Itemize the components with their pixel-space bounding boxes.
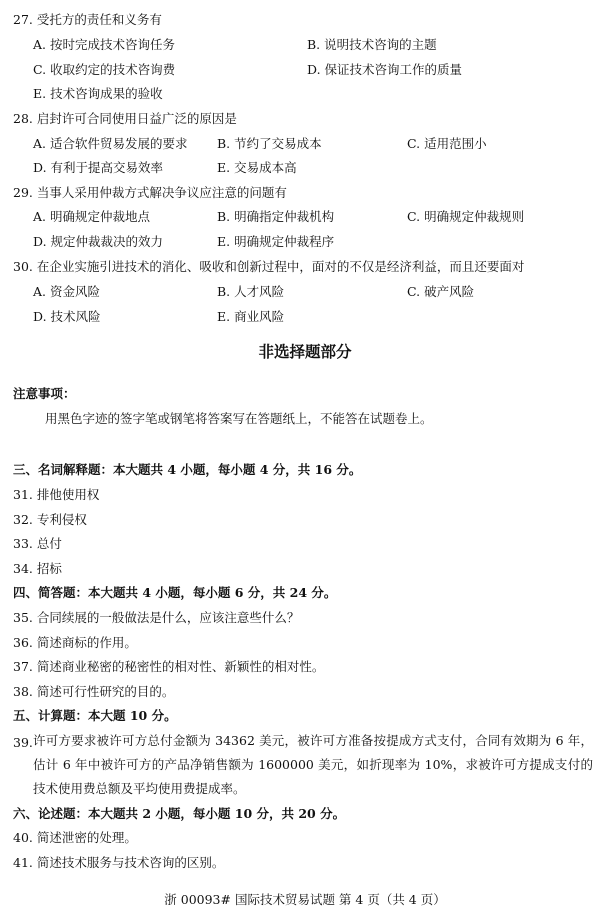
q27-option-e: E. 技术咨询成果的验收 [33,86,163,101]
question-32: 32. 专利侵权 [13,512,87,527]
page-footer: 浙 00093# 国际技术贸易试题 第 4 页（共 4 页） [164,892,446,907]
question-28-stem: 28. 启封许可合同使用日益广泛的原因是 [13,111,237,126]
q30-option-a: A. 资金风险 [33,284,100,299]
question-35: 35. 合同续展的一般做法是什么，应该注意些什么？ [13,610,300,625]
question-30-stem: 30. 在企业实施引进技术的消化、吸收和创新过程中，面对的不仅是经济利益，而且还要面对 [13,259,525,274]
question-39-number: 39. [13,735,33,750]
q30-option-d: D. 技术风险 [33,309,101,324]
notice-heading: 注意事项： [13,386,76,401]
question-40: 40. 简述泄密的处理。 [13,830,137,845]
q29-option-a: A. 明确规定仲裁地点 [33,209,150,224]
question-39-text: 许可方要求被许可方总付金额为 34362 美元，被许可方准备按提成方式支付，合同有效期为 6 年，估计 6 年中被许可方的产品净销售额为 1600000 美元，如折现率为 10%，求被许可方提成支付的技术使用费总额及平均使用费提成率。 [33,733,593,796]
section-6-heading: 六、论述题：本大题共 2 小题，每小题 10 分，共 20 分。 [13,806,346,821]
notice-body: 用黑色字迹的签字笔或钢笔将答案写在答题纸上，不能答在试题卷上。 [45,411,433,426]
q29-option-c: C. 明确规定仲裁规则 [407,209,525,224]
q29-option-d: D. 规定仲裁裁决的效力 [33,234,164,249]
question-27-stem: 27. 受托方的责任和义务有 [13,12,162,27]
q27-option-c: C. 收取约定的技术咨询费 [33,62,176,77]
section-4-heading: 四、简答题：本大题共 4 小题，每小题 6 分，共 24 分。 [13,585,337,600]
q28-option-c: C. 适用范围小 [407,136,487,151]
q27-option-d: D. 保证技术咨询工作的质量 [307,62,463,77]
question-29-stem: 29. 当事人采用仲裁方式解决争议应注意的问题有 [13,185,287,200]
q28-option-e: E. 交易成本高 [217,160,297,175]
q28-option-d: D. 有利于提高交易效率 [33,160,164,175]
question-33: 33. 总付 [13,536,62,551]
question-38: 38. 简述可行性研究的目的。 [13,684,175,699]
question-31: 31. 排他使用权 [13,487,100,502]
q29-option-e: E. 明确规定仲裁程序 [217,234,335,249]
section-3-heading: 三、名词解释题：本大题共 4 小题，每小题 4 分，共 16 分。 [13,462,362,477]
question-36: 36. 简述商标的作用。 [13,635,137,650]
q30-option-b: B. 人才风险 [217,284,285,299]
q29-option-b: B. 明确指定仲裁机构 [217,209,335,224]
q28-option-a: A. 适合软件贸易发展的要求 [33,136,188,151]
q28-option-b: B. 节约了交易成本 [217,136,322,151]
q30-option-c: C. 破产风险 [407,284,475,299]
question-37: 37. 简述商业秘密的秘密性的相对性、新颖性的相对性。 [13,659,325,674]
part-title: 非选择题部分 [258,343,352,361]
q27-option-b: B. 说明技术咨询的主题 [307,37,437,52]
question-41: 41. 简述技术服务与技术咨询的区别。 [13,855,225,870]
q27-option-a: A. 按时完成技术咨询任务 [33,37,175,52]
q30-option-e: E. 商业风险 [217,309,285,324]
section-5-heading: 五、计算题：本大题 10 分。 [13,708,177,723]
question-34: 34. 招标 [13,561,62,576]
